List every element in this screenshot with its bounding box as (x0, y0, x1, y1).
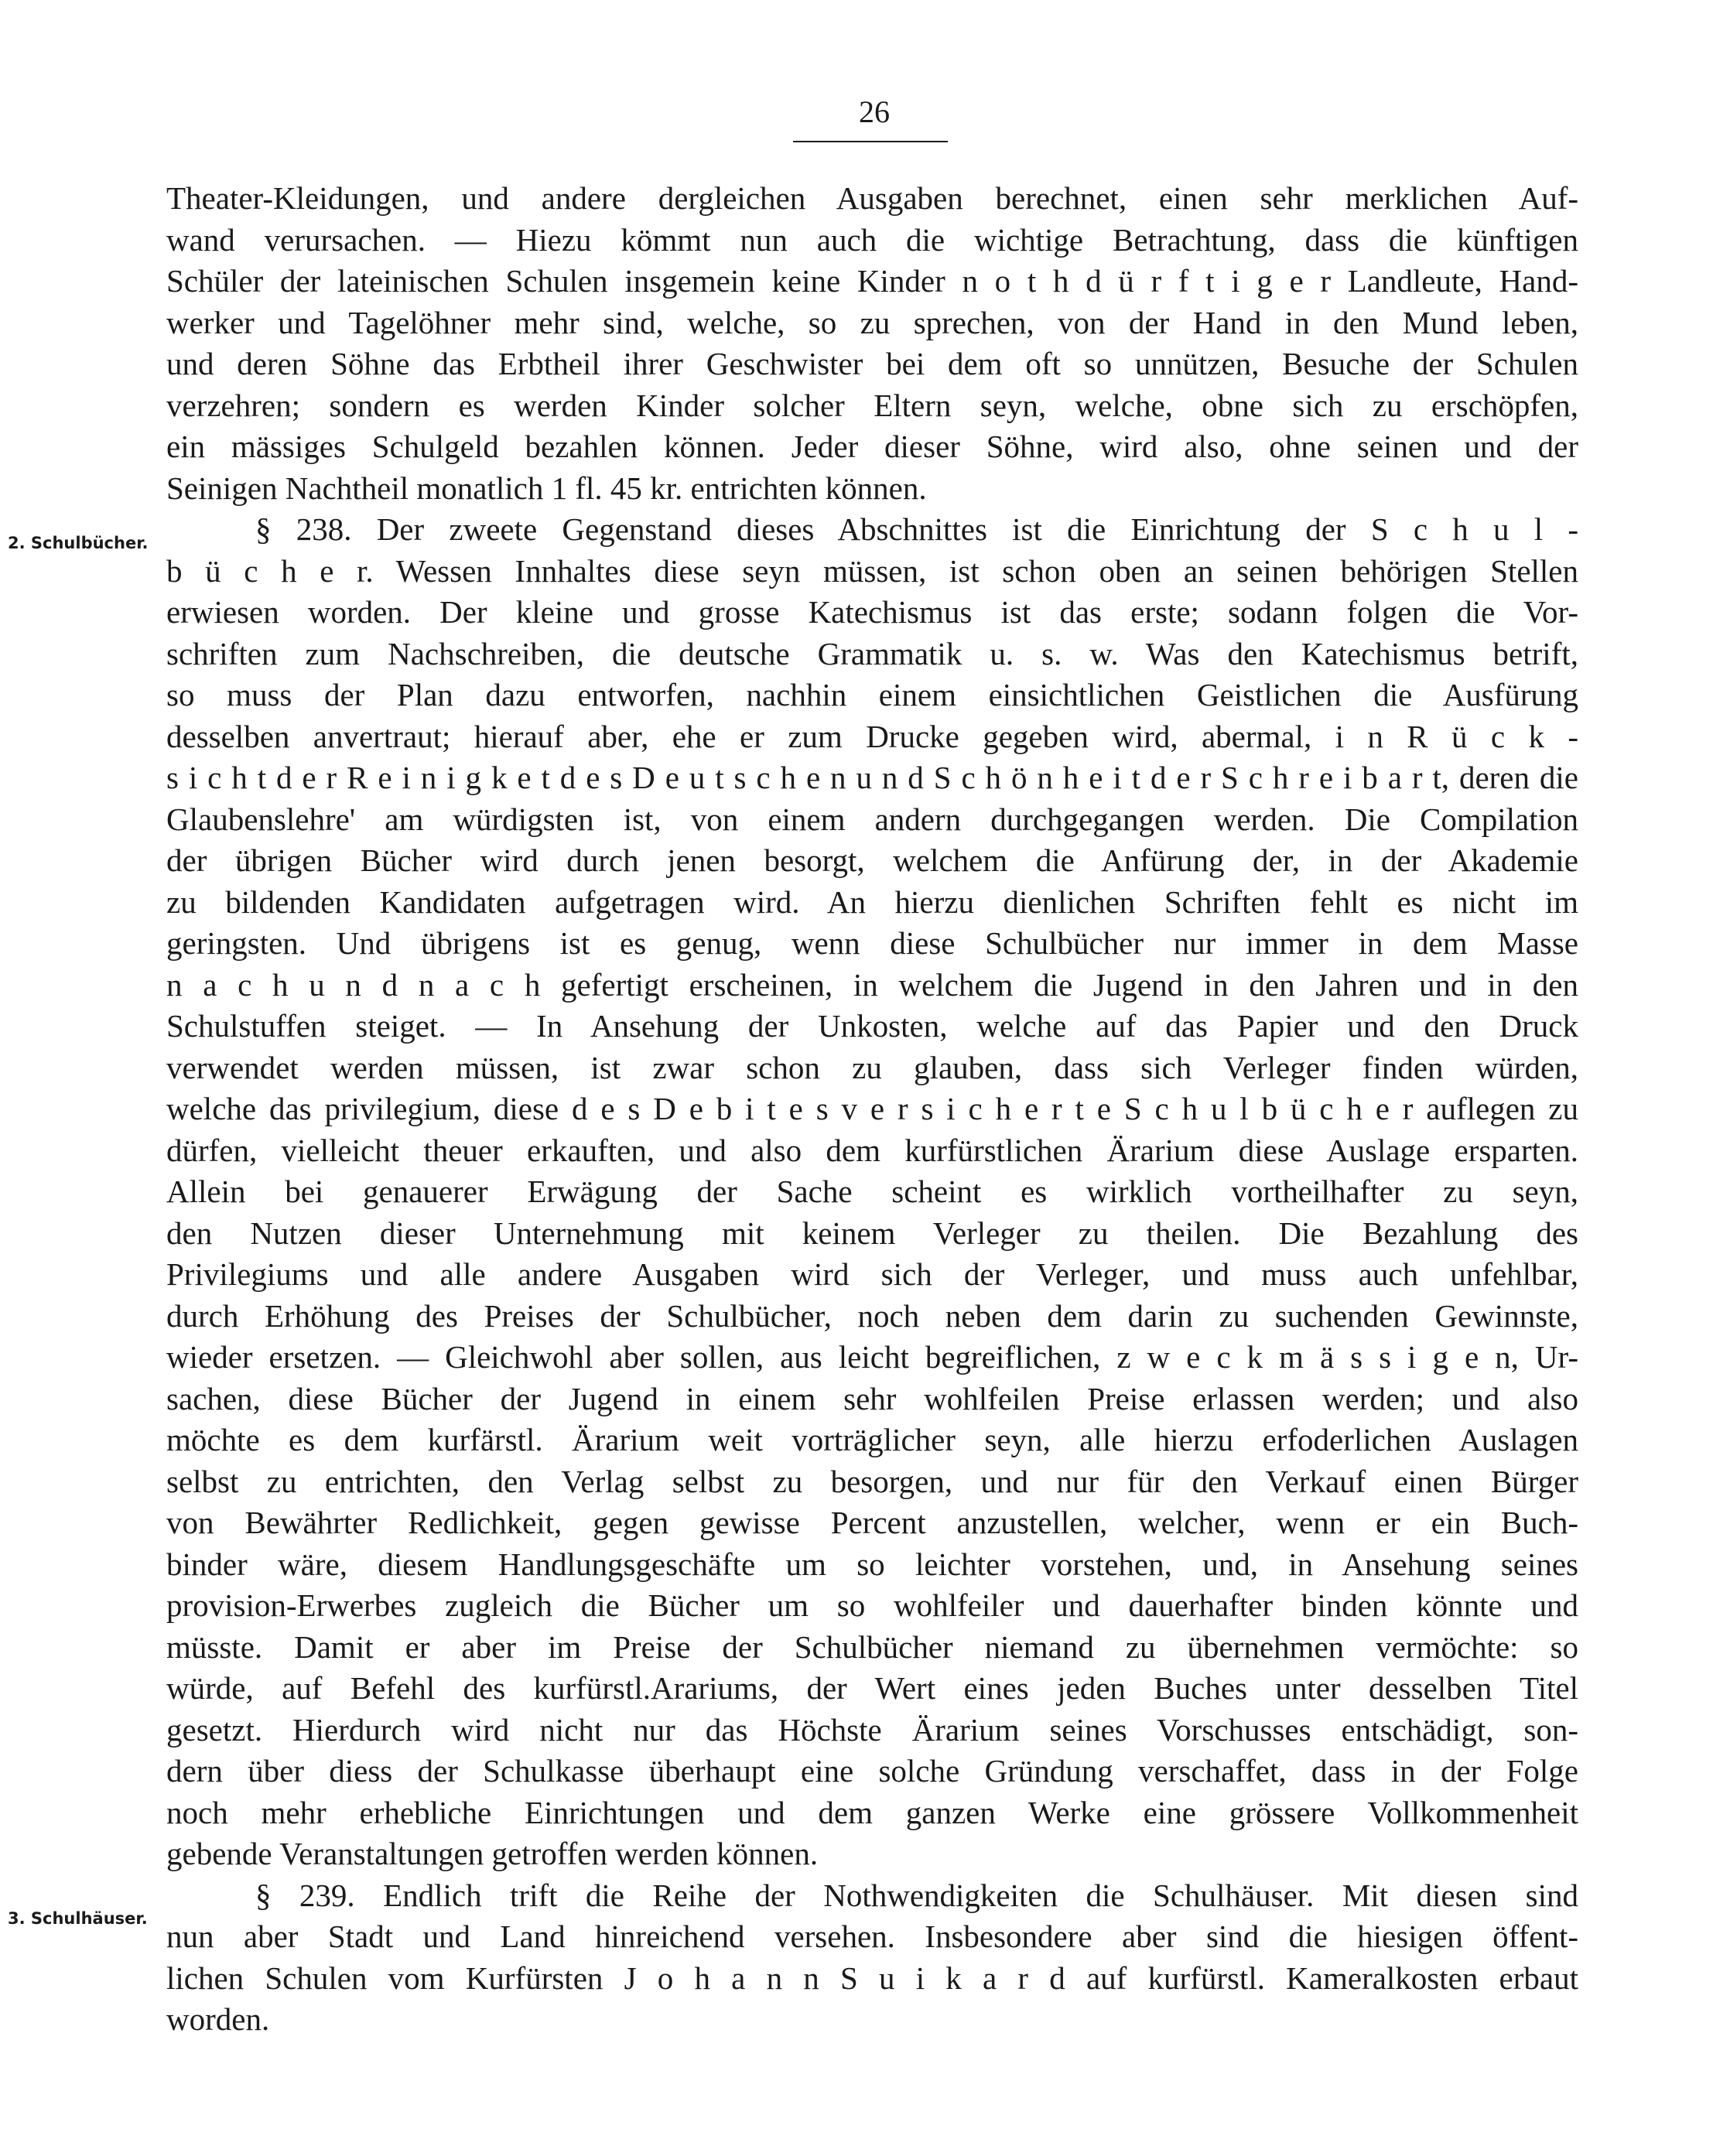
text-line: gebende Veranstaltungen getroffen werden können. (166, 1836, 819, 1871)
text-line: worden. (166, 2001, 270, 2037)
text-line: von Bewährter Redlichkeit, gegen gewisse Percent anzustellen, welcher, wenn er ein Buch- (166, 1505, 1578, 1540)
text-line: noch mehr erhebliche Einrichtungen und dem ganzen Werke eine grössere Vollkommenheit (166, 1794, 1578, 1830)
text-line: gesetzt. Hierdurch wird nicht nur das Höchste Ärarium seines Vorschusses entschädigt, son- (166, 1711, 1578, 1748)
text-line: schriften zum Nachschreiben, die deutsche Grammatik u. s. w. Was den Katechismus betrift, (166, 635, 1578, 671)
text-line: werker und Tagelöhner mehr sind, welche, so zu sprechen, von der Hand in den Mund leben, (166, 304, 1578, 340)
text-line: verwendet werden müssen, ist zwar schon zu glauben, dass sich Verleger finden würden, (166, 1049, 1578, 1085)
text-line: ein mässiges Schulgeld bezahlen können. Jeder dieser Söhne, wird also, ohne seinen und der (166, 429, 1578, 464)
text-line: möchte es dem kurfärstl. Ärarium weit vorträglicher seyn, alle hierzu erfoderlichen Auslagen (166, 1422, 1578, 1457)
text-line: durch Erhöhung des Preises der Schulbücher, noch neben dem darin zu suchenden Gewinnste, (166, 1297, 1578, 1334)
text-line: lichen Schulen vom Kurfürsten J o h a n n S u i k a r d auf kurfürstl. Kameralkosten erbaut (166, 1960, 1578, 1996)
text-line: so muss der Plan dazu entworfen, nachhin einem einsichtlichen Geistlichen die Ausfürung (166, 677, 1578, 712)
text-line: dern über diess der Schulkasse überhaupt eine solche Gründung verschaffet, dass in der Folge (166, 1753, 1578, 1789)
text-line: Privilegiums und alle andere Ausgaben wird sich der Verleger, und muss auch unfehlbar, (166, 1256, 1578, 1292)
text-line: s i c h t d e r R e i n i g k e t d e s D e u t s c h e n u n d S c h ö n h e i t d e r S c h r e i b a r t, deren die (166, 760, 1578, 795)
text-line: sachen, diese Bücher der Jugend in einem sehr wohlfeilen Preise erlassen werden; und also (166, 1380, 1578, 1416)
text-line: selbst zu entrichten, den Verlag selbst zu besorgen, und nur für den Verkauf einen Bürger (166, 1463, 1578, 1499)
text-line: n a c h u n d n a c h gefertigt erscheinen, in welchem die Jugend in den Jahren und in den (166, 966, 1578, 1003)
text-line: wand verursachen. — Hiezu kömmt nun auch die wichtige Betrachtung, dass die künftigen (166, 221, 1578, 258)
text-line: welche das privilegium, diese d e s D e b i t e s v e r s i c h e r t e S c h u l b ü c h e r auflegen zu (166, 1091, 1578, 1126)
text-line: zu bildenden Kandidaten aufgetragen wird. An hierzu dienlichen Schriften fehlt es nicht im (166, 883, 1578, 920)
text-line: müsste. Damit er aber im Preise der Schulbücher niemand zu übernehmen vermöchte: so (166, 1628, 1578, 1665)
page-number-rule (793, 141, 948, 142)
text-line: Glaubenslehre' am würdigsten ist, von einem andern durchgegangen werden. Die Compilation (166, 801, 1578, 837)
text-line: binder wäre, diesem Handlungsgeschäfte um so leichter vorstehen, und, in Ansehung seines (166, 1546, 1578, 1582)
text-line: provision-Erwerbes zugleich die Bücher um so wohlfeiler und dauerhafter binden könnte und (166, 1587, 1578, 1623)
text-line: desselben anvertraut; hierauf aber, ehe er zum Drucke gegeben wird, abermal, i n R ü c k - (166, 718, 1578, 754)
page-number: 26 (859, 94, 890, 129)
margin-note-schulhaeuser: 3. Schulhäuser. (8, 1909, 148, 1928)
text-line: und deren Söhne das Erbtheil ihrer Geschwister bei dem oft so unnützen, Besuche der Schulen (166, 346, 1578, 381)
text-line: Schüler der lateinischen Schulen insgemein keine Kinder n o t h d ü r f t i g e r Landleute, Hand- (166, 263, 1578, 299)
text-line: wieder ersetzen. — Gleichwohl aber sollen, aus leicht begreiflichen, z w e c k m ä s s i g e n, Ur- (166, 1339, 1578, 1375)
paragraph-238-start: § 238. Der zweete Gegenstand dieses Abschnittes ist die Einrichtung der S c h u l - (255, 511, 1578, 547)
text-line: würde, auf Befehl des kurfürstl.Arariums, der Wert eines jeden Buches unter desselben Titel (166, 1670, 1578, 1706)
text-line: Theater-Kleidungen, und andere dergleichen Ausgaben berechnet, einen sehr merklichen Auf- (166, 180, 1578, 216)
body-text (166, 178, 1578, 2041)
text-line: geringsten. Und übrigens ist es genug, wenn diese Schulbücher nur immer in dem Masse (166, 925, 1578, 961)
text-line: erwiesen worden. Der kleine und grosse Katechismus ist das erste; sodann folgen die Vor- (166, 594, 1578, 630)
text-line: Schulstuffen steiget. — In Ansehung der Unkosten, welche auf das Papier und den Druck (166, 1008, 1578, 1044)
paragraph-239-start: § 239. Endlich trift die Reihe der Nothwendigkeiten die Schulhäuser. Mit diesen sind (255, 1877, 1578, 1913)
text-line: den Nutzen dieser Unternehmung mit keinem Verleger zu theilen. Die Bezahlung des (166, 1215, 1578, 1251)
text-line: dürfen, vielleicht theuer erkauften, und also dem kurfürstlichen Ärarium diese Auslage ersparten. (166, 1132, 1578, 1168)
text-line: Allein bei genauerer Erwägung der Sache scheint es wirklich vortheilhafter zu seyn, (166, 1174, 1578, 1209)
margin-note-schulbuecher: 2. Schulbücher. (8, 534, 149, 552)
text-line: Seinigen Nachtheil monatlich 1 fl. 45 kr. entrichten können. (166, 470, 927, 506)
text-line: b ü c h e r. Wessen Innhaltes diese seyn müssen, ist schon oben an seinen behörigen Stellen (166, 552, 1578, 589)
text-line: nun aber Stadt und Land hinreichend versehen. Insbesondere aber sind die hiesigen öffent- (166, 1919, 1578, 1954)
text-line: der übrigen Bücher wird durch jenen besorgt, welchem die Anfürung der, in der Akademie (166, 842, 1578, 878)
text-line: verzehren; sondern es werden Kinder solcher Eltern seyn, welche, obne sich zu erschöpfen, (166, 387, 1578, 423)
